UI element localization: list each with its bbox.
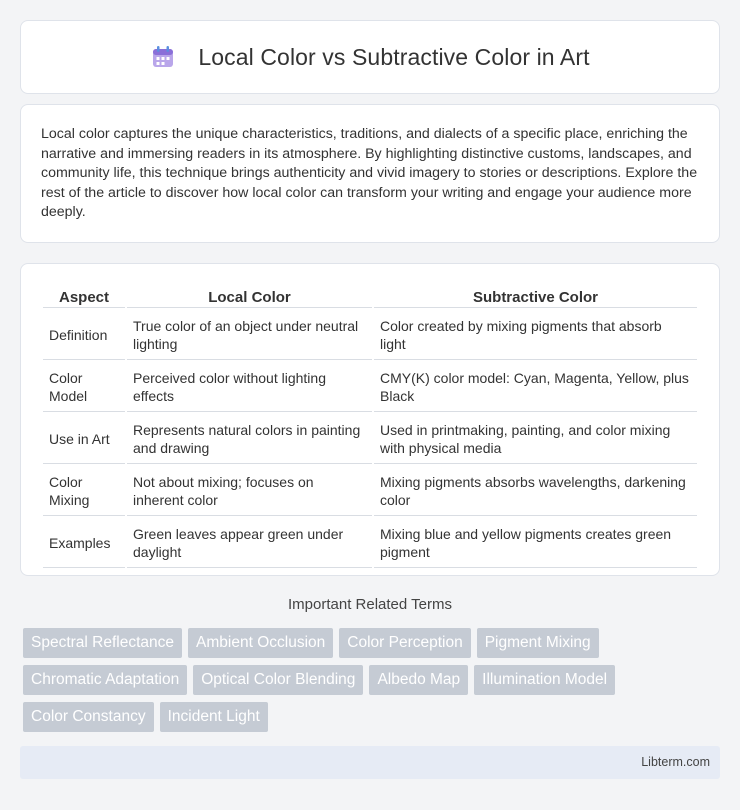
comparison-card [20, 263, 720, 576]
intro-text: Local color captures the unique characteristics, traditions, and dialects of a specific place, enriching the narrative and immersing readers in its atmosphere. By highlighting distinctive customs, landscapes, and community life, this technique brings authenticity and vivid imagery to stories or descriptions. Explore the rest of the article to discover how local color can transform your writing and engage your audience more deeply. [41, 126, 698, 221]
related-term-tag[interactable]: Incident Light [160, 702, 268, 732]
column-header-subtractive-color: Subtractive Color [374, 286, 697, 308]
related-term-tag[interactable]: Color Constancy [23, 702, 154, 732]
aspect-cell: Definition [43, 310, 125, 360]
aspect-cell: Color Mixing [43, 466, 125, 516]
related-term-tag[interactable]: Chromatic Adaptation [23, 665, 187, 695]
aspect-cell: Color Model [43, 362, 125, 412]
page-title: Local Color vs Subtractive Color in Art [198, 43, 590, 70]
footer [20, 746, 720, 779]
related-terms-title: Important Related Terms [288, 596, 452, 613]
column-header-local-color: Local Color [127, 286, 372, 308]
subtractive-color-cell: Mixing blue and yellow pigments creates green pigment [374, 518, 697, 568]
calendar-icon [150, 44, 176, 70]
related-term-tag[interactable]: Pigment Mixing [477, 628, 599, 658]
local-color-cell: Not about mixing; focuses on inherent color [127, 466, 372, 516]
related-term-tag[interactable]: Albedo Map [369, 665, 468, 695]
subtractive-color-cell: Color created by mixing pigments that absorb light [374, 310, 697, 360]
table-row [43, 414, 697, 464]
table-row [43, 518, 697, 568]
related-term-tag[interactable]: Spectral Reflectance [23, 628, 182, 658]
header-card [20, 20, 720, 94]
column-header-aspect: Aspect [43, 286, 125, 308]
footer-site-link[interactable]: Libterm.com [641, 755, 710, 769]
table-header-row [43, 286, 697, 308]
table-row [43, 362, 697, 412]
subtractive-color-cell: CMY(K) color model: Cyan, Magenta, Yellow, plus Black [374, 362, 697, 412]
local-color-cell: Green leaves appear green under daylight [127, 518, 372, 568]
related-term-tag[interactable]: Illumination Model [474, 665, 615, 695]
related-term-tag[interactable]: Color Perception [339, 628, 470, 658]
subtractive-color-cell: Used in printmaking, painting, and color mixing with physical media [374, 414, 697, 464]
related-term-tag[interactable]: Ambient Occlusion [188, 628, 333, 658]
related-terms-list [23, 628, 723, 739]
local-color-cell: Represents natural colors in painting and drawing [127, 414, 372, 464]
aspect-cell: Examples [43, 518, 125, 568]
local-color-cell: Perceived color without lighting effects [127, 362, 372, 412]
intro-card [20, 104, 720, 243]
subtractive-color-cell: Mixing pigments absorbs wavelengths, darkening color [374, 466, 697, 516]
aspect-cell: Use in Art [43, 414, 125, 464]
comparison-table [41, 284, 699, 570]
local-color-cell: True color of an object under neutral lighting [127, 310, 372, 360]
table-row [43, 310, 697, 360]
related-term-tag[interactable]: Optical Color Blending [193, 665, 363, 695]
table-row [43, 466, 697, 516]
